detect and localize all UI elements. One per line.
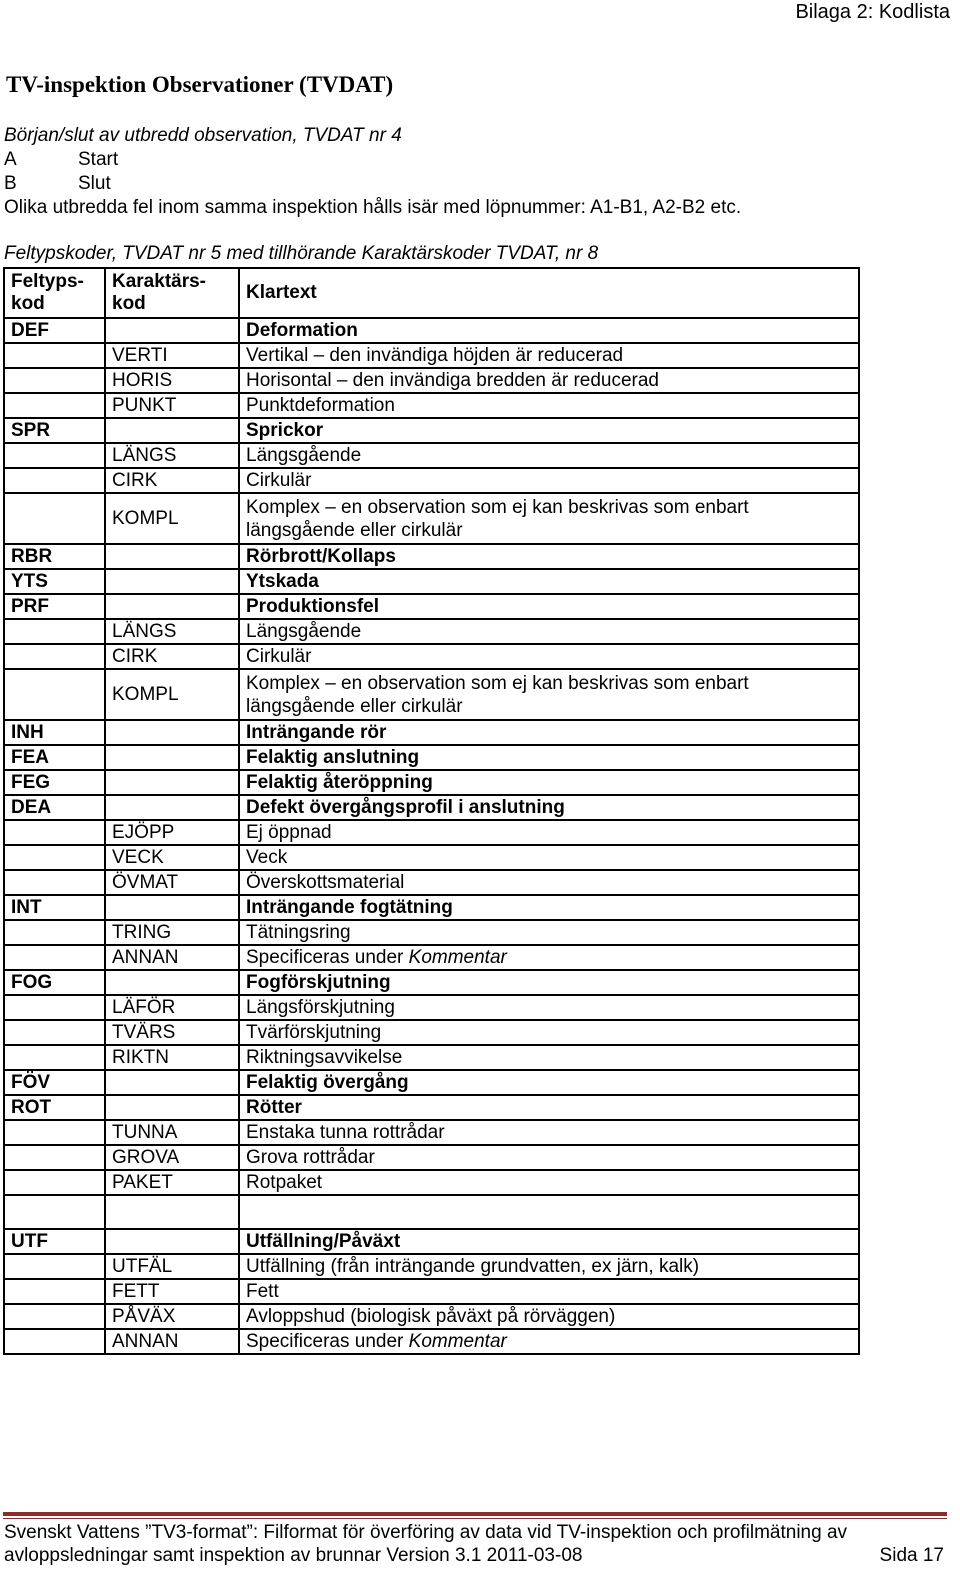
klartext-line-2: längsgående eller cirkulär: [246, 519, 463, 541]
feltypskod-cell: [4, 1329, 105, 1354]
klartext: Enstaka tunna rottrådar: [246, 1122, 445, 1143]
feltypskod-cell: [4, 995, 105, 1020]
table-row: [4, 1229, 859, 1254]
klartext: Horisontal – den invändiga bredden är reducerad: [246, 370, 659, 391]
klartext: Specificeras under: [246, 1331, 409, 1352]
table-row: [4, 1195, 859, 1229]
table-row: [4, 745, 859, 770]
karaktarskod-cell: [105, 1229, 239, 1254]
table-row: [4, 770, 859, 795]
klartext: Vertikal – den invändiga höjden är reducerad: [246, 345, 624, 366]
karaktarskod-cell: VECK: [105, 845, 239, 870]
klartext: Överskottsmaterial: [246, 872, 405, 893]
table-row: [4, 1020, 859, 1045]
klartext: Längsgående: [246, 445, 362, 466]
klartext-italic: Kommentar: [408, 947, 507, 968]
klartext: Ytskada: [246, 571, 319, 592]
klartext: Defekt övergångsprofil i anslutning: [246, 797, 565, 818]
klartext: Längsförskjutning: [246, 997, 395, 1018]
klartext-cell: [239, 1229, 859, 1254]
klartext-cell: [239, 393, 859, 418]
code-table: [3, 267, 860, 1355]
table-row: [4, 1254, 859, 1279]
klartext-cell: [239, 493, 859, 544]
table-row: [4, 1120, 859, 1145]
table-row: [4, 845, 859, 870]
table-row: [4, 443, 859, 468]
klartext-cell: [239, 1254, 859, 1279]
klartext-cell: [239, 970, 859, 995]
table-row: [4, 1329, 859, 1354]
feltypskod-cell: [4, 468, 105, 493]
intro-heading: Början/slut av utbredd observation, TVDAT nr 4: [4, 125, 402, 146]
table-row: [4, 544, 859, 569]
klartext: Komplex – en observation som ej kan beskrivas som enbart: [246, 496, 749, 518]
karaktarskod-cell: [105, 418, 239, 443]
table-row: [4, 720, 859, 745]
table-row: [4, 1145, 859, 1170]
klartext-cell: [239, 569, 859, 594]
karaktarskod-cell: [105, 544, 239, 569]
feltypskod-cell: [4, 845, 105, 870]
klartext-cell: [239, 945, 859, 970]
table-caption: Feltypskoder, TVDAT nr 5 med tillhörande Karaktärskoder TVDAT, nr 8: [4, 243, 599, 264]
karaktarskod-cell: VERTI: [105, 343, 239, 368]
klartext-cell: [239, 443, 859, 468]
klartext: Grova rottrådar: [246, 1147, 375, 1168]
klartext-cell: [239, 1020, 859, 1045]
footer-line-1: Svenskt Vattens ”TV3-format”: Filformat för överföring av data vid TV-inspektion och profilmätning av: [4, 1522, 848, 1543]
klartext: Produktionsfel: [246, 596, 380, 617]
footer-rule: [3, 1512, 947, 1516]
page-title: TV-inspektion Observationer (TVDAT): [6, 72, 394, 97]
karaktarskod-cell: HORIS: [105, 368, 239, 393]
klartext: Ej öppnad: [246, 822, 332, 843]
feltypskod-cell: [4, 644, 105, 669]
intro-section: [4, 124, 741, 220]
table-row: [4, 820, 859, 845]
karaktarskod-cell: PÅVÄX: [105, 1304, 239, 1329]
feltypskod-cell: [4, 1254, 105, 1279]
klartext-italic: Kommentar: [408, 1331, 507, 1352]
karaktarskod-cell: EJÖPP: [105, 820, 239, 845]
klartext-cell: [239, 795, 859, 820]
klartext: Sprickor: [246, 420, 324, 441]
klartext: Inträngande fogtätning: [246, 897, 453, 918]
page-number: Sida 17: [879, 1545, 944, 1566]
klartext-cell: [239, 920, 859, 945]
klartext: Felaktig övergång: [246, 1072, 409, 1093]
feltypskod-cell: [4, 343, 105, 368]
table-row: [4, 1279, 859, 1304]
table-row: [4, 870, 859, 895]
klartext: Cirkulär: [246, 646, 312, 667]
page-footer: [4, 1521, 944, 1567]
karaktarskod-cell: LÄNGS: [105, 443, 239, 468]
karaktarskod-cell: ANNAN: [105, 1329, 239, 1354]
klartext-cell: [239, 669, 859, 720]
table-row: [4, 945, 859, 970]
karaktarskod-cell: [105, 770, 239, 795]
karaktarskod-cell: [105, 745, 239, 770]
karaktarskod-cell: [105, 1070, 239, 1095]
klartext: Fogförskjutning: [246, 972, 391, 993]
klartext: Felaktig återöppning: [246, 772, 433, 793]
klartext: Längsgående: [246, 621, 362, 642]
feltypskod-cell: [4, 493, 105, 544]
klartext-line-2: längsgående eller cirkulär: [246, 695, 463, 717]
feltypskod-cell: [4, 443, 105, 468]
karaktarskod-cell: [105, 318, 239, 343]
klartext-cell: [239, 544, 859, 569]
feltypskod-cell: [4, 1020, 105, 1045]
feltypskod-cell: [4, 1195, 105, 1229]
feltypskod-cell: [4, 1145, 105, 1170]
header-klartext: Klartext: [239, 268, 859, 318]
feltypskod-cell: PRF: [4, 594, 105, 619]
feltypskod-cell: SPR: [4, 418, 105, 443]
klartext-cell: [239, 1070, 859, 1095]
feltypskod-cell: [4, 920, 105, 945]
klartext: Utfällning/Påväxt: [246, 1231, 401, 1252]
klartext: Riktningsavvikelse: [246, 1047, 403, 1068]
feltypskod-cell: RBR: [4, 544, 105, 569]
karaktarskod-cell: KOMPL: [105, 669, 239, 720]
feltypskod-cell: FÖV: [4, 1070, 105, 1095]
klartext: Tvärförskjutning: [246, 1022, 382, 1043]
karaktarskod-cell: TUNNA: [105, 1120, 239, 1145]
table-row: [4, 368, 859, 393]
table-row: [4, 569, 859, 594]
table-row: [4, 970, 859, 995]
feltypskod-cell: FEA: [4, 745, 105, 770]
table-row: [4, 1170, 859, 1195]
table-row: [4, 418, 859, 443]
table-row: [4, 1070, 859, 1095]
klartext-cell: [239, 995, 859, 1020]
feltypskod-cell: [4, 619, 105, 644]
karaktarskod-cell: [105, 795, 239, 820]
klartext-cell: [239, 720, 859, 745]
klartext: Inträngande rör: [246, 722, 387, 743]
table-row: [4, 995, 859, 1020]
karaktarskod-cell: RIKTN: [105, 1045, 239, 1070]
feltypskod-cell: [4, 393, 105, 418]
karaktarskod-cell: [105, 569, 239, 594]
feltypskod-cell: YTS: [4, 569, 105, 594]
table-row: [4, 493, 859, 544]
karaktarskod-cell: TVÄRS: [105, 1020, 239, 1045]
feltypskod-cell: INH: [4, 720, 105, 745]
feltypskod-cell: [4, 1279, 105, 1304]
klartext-cell: [239, 1279, 859, 1304]
feltypskod-cell: [4, 1045, 105, 1070]
klartext: Specificeras under: [246, 947, 409, 968]
table-row: [4, 594, 859, 619]
feltypskod-cell: [4, 368, 105, 393]
klartext: Tätningsring: [246, 922, 351, 943]
karaktarskod-cell: UTFÄL: [105, 1254, 239, 1279]
klartext-cell: [239, 1304, 859, 1329]
klartext-cell: [239, 594, 859, 619]
intro-code-row: [4, 172, 741, 196]
page-header-label: Bilaga 2: Kodlista: [795, 1, 950, 23]
klartext-cell: [239, 1145, 859, 1170]
klartext: Cirkulär: [246, 470, 312, 491]
feltypskod-cell: [4, 870, 105, 895]
table-row: [4, 1045, 859, 1070]
feltypskod-cell: [4, 945, 105, 970]
feltypskod-cell: INT: [4, 895, 105, 920]
karaktarskod-cell: [105, 1095, 239, 1120]
table-header-row: [4, 268, 859, 318]
klartext: Fett: [246, 1281, 279, 1302]
karaktarskod-cell: KOMPL: [105, 493, 239, 544]
table-row: [4, 318, 859, 343]
karaktarskod-cell: TRING: [105, 920, 239, 945]
feltypskod-cell: [4, 1120, 105, 1145]
karaktarskod-cell: CIRK: [105, 644, 239, 669]
table-row: [4, 1095, 859, 1120]
klartext: Punktdeformation: [246, 395, 395, 416]
karaktarskod-cell: LÄNGS: [105, 619, 239, 644]
feltypskod-cell: UTF: [4, 1229, 105, 1254]
karaktarskod-cell: GROVA: [105, 1145, 239, 1170]
klartext-cell: [239, 418, 859, 443]
klartext-cell: [239, 895, 859, 920]
karaktarskod-cell: FETT: [105, 1279, 239, 1304]
karaktarskod-cell: [105, 970, 239, 995]
feltypskod-cell: [4, 1170, 105, 1195]
klartext-cell: [239, 1170, 859, 1195]
klartext-cell: [239, 343, 859, 368]
klartext-cell: [239, 745, 859, 770]
klartext: Rotpaket: [246, 1172, 323, 1193]
table-row: [4, 895, 859, 920]
karaktarskod-cell: [105, 594, 239, 619]
karaktarskod-cell: ÖVMAT: [105, 870, 239, 895]
table-row: [4, 1304, 859, 1329]
klartext-cell: [239, 1329, 859, 1354]
feltypskod-cell: ROT: [4, 1095, 105, 1120]
header-karaktarskod: Karaktärs- kod: [105, 268, 239, 318]
intro-code: B: [4, 173, 17, 194]
klartext-cell: [239, 619, 859, 644]
intro-note: Olika utbredda fel inom samma inspektion hålls isär med löpnummer: A1-B1, A2-B2 etc.: [4, 197, 742, 218]
karaktarskod-cell: CIRK: [105, 468, 239, 493]
klartext: Rörbrott/Kollaps: [246, 546, 396, 567]
table-row: [4, 393, 859, 418]
karaktarskod-cell: LÄFÖR: [105, 995, 239, 1020]
klartext-cell: [239, 644, 859, 669]
klartext: Felaktig anslutning: [246, 747, 420, 768]
table-row: [4, 644, 859, 669]
klartext: Avloppshud (biologisk påväxt på rörväggen): [246, 1306, 616, 1327]
klartext: Deformation: [246, 320, 358, 341]
karaktarskod-cell: ANNAN: [105, 945, 239, 970]
klartext-cell: [239, 1195, 859, 1229]
table-row: [4, 795, 859, 820]
karaktarskod-cell: PAKET: [105, 1170, 239, 1195]
klartext-cell: [239, 318, 859, 343]
footer-line-2: avloppsledningar samt inspektion av brunnar Version 3.1 2011-03-08: [4, 1545, 583, 1566]
feltypskod-cell: DEA: [4, 795, 105, 820]
table-row: [4, 669, 859, 720]
feltypskod-cell: [4, 669, 105, 720]
klartext: Utfällning (från inträngande grundvatten, ex järn, kalk): [246, 1256, 700, 1277]
klartext-cell: [239, 845, 859, 870]
feltypskod-cell: [4, 1304, 105, 1329]
klartext-cell: [239, 770, 859, 795]
intro-code-row: [4, 148, 741, 172]
klartext: Komplex – en observation som ej kan beskrivas som enbart: [246, 672, 749, 694]
klartext-cell: [239, 1045, 859, 1070]
intro-code: A: [4, 149, 17, 170]
klartext-cell: [239, 368, 859, 393]
karaktarskod-cell: [105, 720, 239, 745]
karaktarskod-cell: PUNKT: [105, 393, 239, 418]
klartext-cell: [239, 468, 859, 493]
klartext-cell: [239, 1095, 859, 1120]
klartext-cell: [239, 820, 859, 845]
table-row: [4, 343, 859, 368]
intro-code-label: Start: [78, 149, 119, 170]
feltypskod-cell: FEG: [4, 770, 105, 795]
footer-rule-thin: [3, 1518, 947, 1519]
klartext-cell: [239, 1120, 859, 1145]
klartext: Rötter: [246, 1097, 302, 1118]
feltypskod-cell: DEF: [4, 318, 105, 343]
intro-code-label: Slut: [78, 173, 111, 194]
karaktarskod-cell: [105, 895, 239, 920]
feltypskod-cell: [4, 820, 105, 845]
table-row: [4, 619, 859, 644]
table-row: [4, 920, 859, 945]
header-feltypskod: Feltyps- kod: [4, 268, 105, 318]
klartext-cell: [239, 870, 859, 895]
table-row: [4, 468, 859, 493]
karaktarskod-cell: [105, 1195, 239, 1229]
klartext: Veck: [246, 847, 288, 868]
feltypskod-cell: FOG: [4, 970, 105, 995]
